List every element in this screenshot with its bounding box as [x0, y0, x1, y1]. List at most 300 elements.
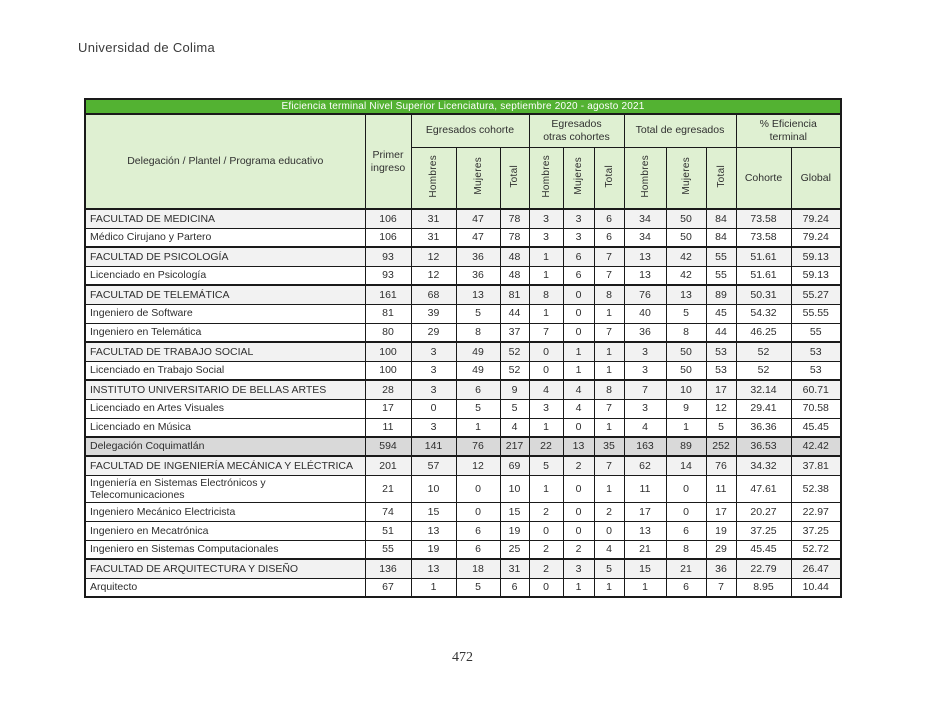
row-value: 55.55: [791, 304, 841, 323]
row-value: 4: [563, 380, 594, 399]
row-name: Ingeniero en Telemática: [85, 323, 365, 342]
table-row: [85, 418, 841, 437]
row-name: Ingeniero en Sistemas Computacionales: [85, 540, 365, 559]
row-value: 1: [594, 418, 624, 437]
row-value: 25: [500, 540, 529, 559]
row-value: 12: [456, 456, 500, 475]
row-value: 52: [736, 361, 791, 380]
row-name: FACULTAD DE INGENIERÍA MECÁNICA Y ELÉCTRICA: [85, 456, 365, 475]
row-value: 7: [594, 456, 624, 475]
row-value: 6: [563, 266, 594, 285]
row-value: 47: [456, 228, 500, 247]
table-container: [84, 98, 844, 598]
row-value: 93: [365, 247, 411, 266]
subcol-global: Global: [791, 147, 841, 209]
table-title-row: [85, 99, 841, 114]
row-value: 37.25: [791, 521, 841, 540]
row-value: 3: [624, 399, 666, 418]
row-value: 7: [594, 399, 624, 418]
row-value: 15: [624, 559, 666, 578]
table-row: [85, 323, 841, 342]
row-value: 49: [456, 361, 500, 380]
subcol-hombres-cohorte: [411, 147, 456, 209]
row-value: 6: [500, 578, 529, 597]
row-value: 29: [411, 323, 456, 342]
row-value: 36: [456, 247, 500, 266]
row-name: FACULTAD DE MEDICINA: [85, 209, 365, 228]
row-value: 60.71: [791, 380, 841, 399]
row-value: 13: [624, 521, 666, 540]
row-value: 15: [500, 502, 529, 521]
row-value: 0: [666, 475, 706, 502]
row-value: 19: [500, 521, 529, 540]
row-value: 55: [706, 266, 736, 285]
row-value: 0: [563, 418, 594, 437]
table-row: [85, 380, 841, 399]
column-header-name: Delegación / Plantel / Programa educativo: [85, 114, 365, 209]
vertical-label: Total: [715, 164, 727, 188]
row-value: 0: [456, 475, 500, 502]
page-number: 472: [452, 650, 473, 665]
row-value: 29: [706, 540, 736, 559]
vertical-label: Total: [509, 164, 520, 188]
row-value: 217: [500, 437, 529, 456]
row-value: 2: [563, 540, 594, 559]
row-value: 15: [411, 502, 456, 521]
group-header-total-egresados: Total de egresados: [624, 114, 736, 147]
group-header-egresados-otras-cohortes: Egresados otras cohortes: [529, 114, 624, 147]
row-value: 46.25: [736, 323, 791, 342]
row-value: 48: [500, 266, 529, 285]
row-value: 8: [456, 323, 500, 342]
row-value: 36: [624, 323, 666, 342]
row-value: 1: [529, 304, 563, 323]
row-value: 8: [529, 285, 563, 304]
row-value: 100: [365, 342, 411, 361]
efficiency-table: [84, 98, 842, 598]
row-value: 3: [563, 209, 594, 228]
row-value: 10: [666, 380, 706, 399]
row-value: 19: [411, 540, 456, 559]
row-value: 69: [500, 456, 529, 475]
row-value: 22.79: [736, 559, 791, 578]
row-value: 44: [500, 304, 529, 323]
row-value: 47.61: [736, 475, 791, 502]
row-value: 1: [666, 418, 706, 437]
row-value: 6: [594, 209, 624, 228]
row-value: 13: [666, 285, 706, 304]
row-value: 3: [563, 228, 594, 247]
row-name: Médico Cirujano y Partero: [85, 228, 365, 247]
row-value: 7: [624, 380, 666, 399]
row-value: 84: [706, 209, 736, 228]
row-value: 36.53: [736, 437, 791, 456]
row-value: 3: [624, 342, 666, 361]
row-value: 6: [456, 521, 500, 540]
row-value: 0: [529, 342, 563, 361]
row-value: 55: [365, 540, 411, 559]
row-value: 26.47: [791, 559, 841, 578]
row-value: 11: [365, 418, 411, 437]
table-row: [85, 456, 841, 475]
row-value: 59.13: [791, 247, 841, 266]
table-row: [85, 578, 841, 597]
row-value: 4: [563, 399, 594, 418]
table-row: [85, 228, 841, 247]
row-value: 89: [706, 285, 736, 304]
subcol-hombres-otras: [529, 147, 563, 209]
row-value: 0: [529, 578, 563, 597]
row-value: 21: [624, 540, 666, 559]
table-row: [85, 209, 841, 228]
row-value: 3: [563, 559, 594, 578]
row-name: INSTITUTO UNIVERSITARIO DE BELLAS ARTES: [85, 380, 365, 399]
row-value: 0: [456, 502, 500, 521]
row-value: 20.27: [736, 502, 791, 521]
row-value: 3: [529, 228, 563, 247]
table-row: [85, 540, 841, 559]
row-value: 52: [736, 342, 791, 361]
subcol-mujeres-total: [666, 147, 706, 209]
row-value: 67: [365, 578, 411, 597]
row-value: 0: [563, 304, 594, 323]
row-value: 2: [529, 502, 563, 521]
row-value: 5: [456, 399, 500, 418]
row-value: 59.13: [791, 266, 841, 285]
table-row: [85, 304, 841, 323]
subcol-total-otras: [594, 147, 624, 209]
table-row: [85, 521, 841, 540]
row-value: 50: [666, 209, 706, 228]
row-value: 13: [563, 437, 594, 456]
table-row: [85, 559, 841, 578]
row-value: 45.45: [791, 418, 841, 437]
row-value: 0: [594, 521, 624, 540]
row-value: 2: [529, 540, 563, 559]
row-value: 31: [500, 559, 529, 578]
row-value: 2: [594, 502, 624, 521]
row-value: 6: [666, 578, 706, 597]
row-value: 37.25: [736, 521, 791, 540]
row-value: 11: [706, 475, 736, 502]
row-value: 100: [365, 361, 411, 380]
row-value: 53: [706, 361, 736, 380]
row-value: 5: [500, 399, 529, 418]
row-value: 6: [563, 247, 594, 266]
row-value: 19: [706, 521, 736, 540]
row-value: 0: [529, 521, 563, 540]
vertical-label: Total: [603, 164, 615, 188]
row-value: 17: [624, 502, 666, 521]
row-value: 50.31: [736, 285, 791, 304]
row-value: 1: [529, 266, 563, 285]
row-value: 0: [563, 285, 594, 304]
row-value: 42.42: [791, 437, 841, 456]
vertical-label: Hombres: [540, 154, 552, 198]
row-value: 36: [706, 559, 736, 578]
table-row: [85, 399, 841, 418]
row-value: 0: [666, 502, 706, 521]
row-value: 52.72: [791, 540, 841, 559]
row-value: 22.97: [791, 502, 841, 521]
row-value: 13: [624, 266, 666, 285]
row-name: Delegación Coquimatlán: [85, 437, 365, 456]
row-value: 252: [706, 437, 736, 456]
table-row: [85, 475, 841, 502]
row-value: 45.45: [736, 540, 791, 559]
table-row: [85, 247, 841, 266]
row-value: 49: [456, 342, 500, 361]
row-value: 50: [666, 342, 706, 361]
row-value: 1: [529, 475, 563, 502]
row-value: 37.81: [791, 456, 841, 475]
row-value: 1: [529, 247, 563, 266]
row-value: 13: [456, 285, 500, 304]
row-value: 7: [706, 578, 736, 597]
row-value: 53: [791, 342, 841, 361]
row-value: 8: [666, 323, 706, 342]
row-value: 36: [456, 266, 500, 285]
row-value: 11: [624, 475, 666, 502]
row-value: 5: [666, 304, 706, 323]
row-value: 8.95: [736, 578, 791, 597]
row-value: 1: [594, 361, 624, 380]
row-value: 52.38: [791, 475, 841, 502]
row-value: 13: [411, 521, 456, 540]
row-value: 54.32: [736, 304, 791, 323]
row-value: 17: [365, 399, 411, 418]
row-value: 89: [666, 437, 706, 456]
row-value: 34.32: [736, 456, 791, 475]
row-value: 51.61: [736, 247, 791, 266]
row-value: 39: [411, 304, 456, 323]
table-title: Eficiencia terminal Nivel Superior Licenciatura, septiembre 2020 - agosto 2021: [85, 99, 841, 114]
row-value: 201: [365, 456, 411, 475]
subcol-cohorte: Cohorte: [736, 147, 791, 209]
row-value: 53: [791, 361, 841, 380]
row-name: Licenciado en Artes Visuales: [85, 399, 365, 418]
row-value: 36.36: [736, 418, 791, 437]
row-value: 31: [411, 228, 456, 247]
row-value: 5: [706, 418, 736, 437]
row-value: 53: [706, 342, 736, 361]
row-value: 5: [594, 559, 624, 578]
row-value: 7: [529, 323, 563, 342]
row-value: 70.58: [791, 399, 841, 418]
row-value: 136: [365, 559, 411, 578]
row-value: 0: [563, 475, 594, 502]
table-row: [85, 361, 841, 380]
row-value: 163: [624, 437, 666, 456]
row-value: 14: [666, 456, 706, 475]
row-value: 68: [411, 285, 456, 304]
row-name: FACULTAD DE TRABAJO SOCIAL: [85, 342, 365, 361]
row-value: 1: [594, 342, 624, 361]
row-value: 6: [456, 540, 500, 559]
vertical-label: Hombres: [428, 154, 439, 198]
row-value: 74: [365, 502, 411, 521]
row-value: 44: [706, 323, 736, 342]
row-value: 106: [365, 228, 411, 247]
row-value: 7: [594, 266, 624, 285]
row-value: 52: [500, 342, 529, 361]
row-value: 42: [666, 266, 706, 285]
row-value: 8: [594, 380, 624, 399]
row-value: 13: [411, 559, 456, 578]
row-value: 1: [411, 578, 456, 597]
row-name: Ingeniero de Software: [85, 304, 365, 323]
row-value: 3: [411, 380, 456, 399]
row-value: 76: [624, 285, 666, 304]
subcol-mujeres-otras: [563, 147, 594, 209]
table-row: [85, 437, 841, 456]
row-value: 594: [365, 437, 411, 456]
row-value: 3: [624, 361, 666, 380]
row-value: 34: [624, 228, 666, 247]
table-group-header-row: [85, 114, 841, 147]
row-value: 28: [365, 380, 411, 399]
row-value: 0: [529, 361, 563, 380]
row-value: 1: [594, 475, 624, 502]
table-row: [85, 266, 841, 285]
column-header-primer-ingreso: Primer ingreso: [365, 114, 411, 209]
row-value: 9: [500, 380, 529, 399]
row-value: 81: [365, 304, 411, 323]
row-value: 10: [500, 475, 529, 502]
row-value: 40: [624, 304, 666, 323]
row-value: 79.24: [791, 209, 841, 228]
row-value: 73.58: [736, 209, 791, 228]
row-value: 50: [666, 228, 706, 247]
row-value: 5: [456, 578, 500, 597]
table-row: [85, 502, 841, 521]
row-value: 1: [563, 361, 594, 380]
row-name: Licenciado en Trabajo Social: [85, 361, 365, 380]
row-value: 76: [706, 456, 736, 475]
row-value: 2: [529, 559, 563, 578]
subcol-hombres-total: [624, 147, 666, 209]
row-value: 10: [411, 475, 456, 502]
row-value: 6: [666, 521, 706, 540]
row-value: 1: [456, 418, 500, 437]
row-value: 7: [594, 247, 624, 266]
row-value: 0: [411, 399, 456, 418]
row-value: 45: [706, 304, 736, 323]
row-name: FACULTAD DE PSICOLOGÍA: [85, 247, 365, 266]
row-value: 2: [563, 456, 594, 475]
row-value: 1: [563, 342, 594, 361]
row-value: 55.27: [791, 285, 841, 304]
row-value: 55: [791, 323, 841, 342]
row-value: 47: [456, 209, 500, 228]
row-value: 80: [365, 323, 411, 342]
row-value: 12: [411, 247, 456, 266]
document-title: Universidad de Colima: [78, 40, 216, 55]
row-value: 93: [365, 266, 411, 285]
row-value: 4: [594, 540, 624, 559]
row-value: 10.44: [791, 578, 841, 597]
row-value: 62: [624, 456, 666, 475]
row-value: 3: [529, 399, 563, 418]
row-value: 8: [594, 285, 624, 304]
subcol-total-cohorte: [500, 147, 529, 209]
row-value: 57: [411, 456, 456, 475]
row-value: 52: [500, 361, 529, 380]
row-value: 5: [529, 456, 563, 475]
row-value: 48: [500, 247, 529, 266]
row-value: 73.58: [736, 228, 791, 247]
vertical-label: Hombres: [639, 154, 651, 198]
row-value: 4: [624, 418, 666, 437]
row-name: Ingeniero en Mecatrónica: [85, 521, 365, 540]
row-value: 9: [666, 399, 706, 418]
row-value: 1: [563, 578, 594, 597]
row-name: Arquitecto: [85, 578, 365, 597]
row-value: 78: [500, 209, 529, 228]
row-value: 55: [706, 247, 736, 266]
group-header-eficiencia-terminal: % Eficiencia terminal: [736, 114, 841, 147]
row-value: 4: [529, 380, 563, 399]
row-value: 17: [706, 502, 736, 521]
row-name: Licenciado en Música: [85, 418, 365, 437]
row-value: 1: [529, 418, 563, 437]
row-value: 79.24: [791, 228, 841, 247]
row-value: 22: [529, 437, 563, 456]
row-value: 106: [365, 209, 411, 228]
row-value: 1: [594, 578, 624, 597]
row-value: 42: [666, 247, 706, 266]
row-value: 141: [411, 437, 456, 456]
row-value: 1: [594, 304, 624, 323]
row-value: 31: [411, 209, 456, 228]
row-value: 21: [365, 475, 411, 502]
row-value: 0: [563, 521, 594, 540]
row-value: 29.41: [736, 399, 791, 418]
row-value: 35: [594, 437, 624, 456]
row-value: 6: [594, 228, 624, 247]
row-value: 6: [456, 380, 500, 399]
row-value: 84: [706, 228, 736, 247]
row-value: 3: [411, 361, 456, 380]
row-name: FACULTAD DE ARQUITECTURA Y DISEÑO: [85, 559, 365, 578]
subcol-mujeres-cohorte: [456, 147, 500, 209]
row-value: 37: [500, 323, 529, 342]
table-row: [85, 285, 841, 304]
row-value: 81: [500, 285, 529, 304]
row-value: 12: [411, 266, 456, 285]
row-value: 1: [624, 578, 666, 597]
row-name: FACULTAD DE TELEMÁTICA: [85, 285, 365, 304]
row-value: 78: [500, 228, 529, 247]
row-value: 32.14: [736, 380, 791, 399]
row-value: 21: [666, 559, 706, 578]
row-value: 3: [411, 418, 456, 437]
group-header-egresados-cohorte: Egresados cohorte: [411, 114, 529, 147]
row-name: Licenciado en Psicología: [85, 266, 365, 285]
row-value: 50: [666, 361, 706, 380]
row-value: 5: [456, 304, 500, 323]
row-value: 76: [456, 437, 500, 456]
table-row: [85, 342, 841, 361]
vertical-label: Mujeres: [472, 157, 484, 196]
row-value: 17: [706, 380, 736, 399]
row-value: 51: [365, 521, 411, 540]
row-value: 3: [529, 209, 563, 228]
row-value: 4: [500, 418, 529, 437]
row-value: 34: [624, 209, 666, 228]
row-value: 8: [666, 540, 706, 559]
row-name: Ingeniería en Sistemas Electrónicos y Telecomunicaciones: [85, 475, 365, 502]
